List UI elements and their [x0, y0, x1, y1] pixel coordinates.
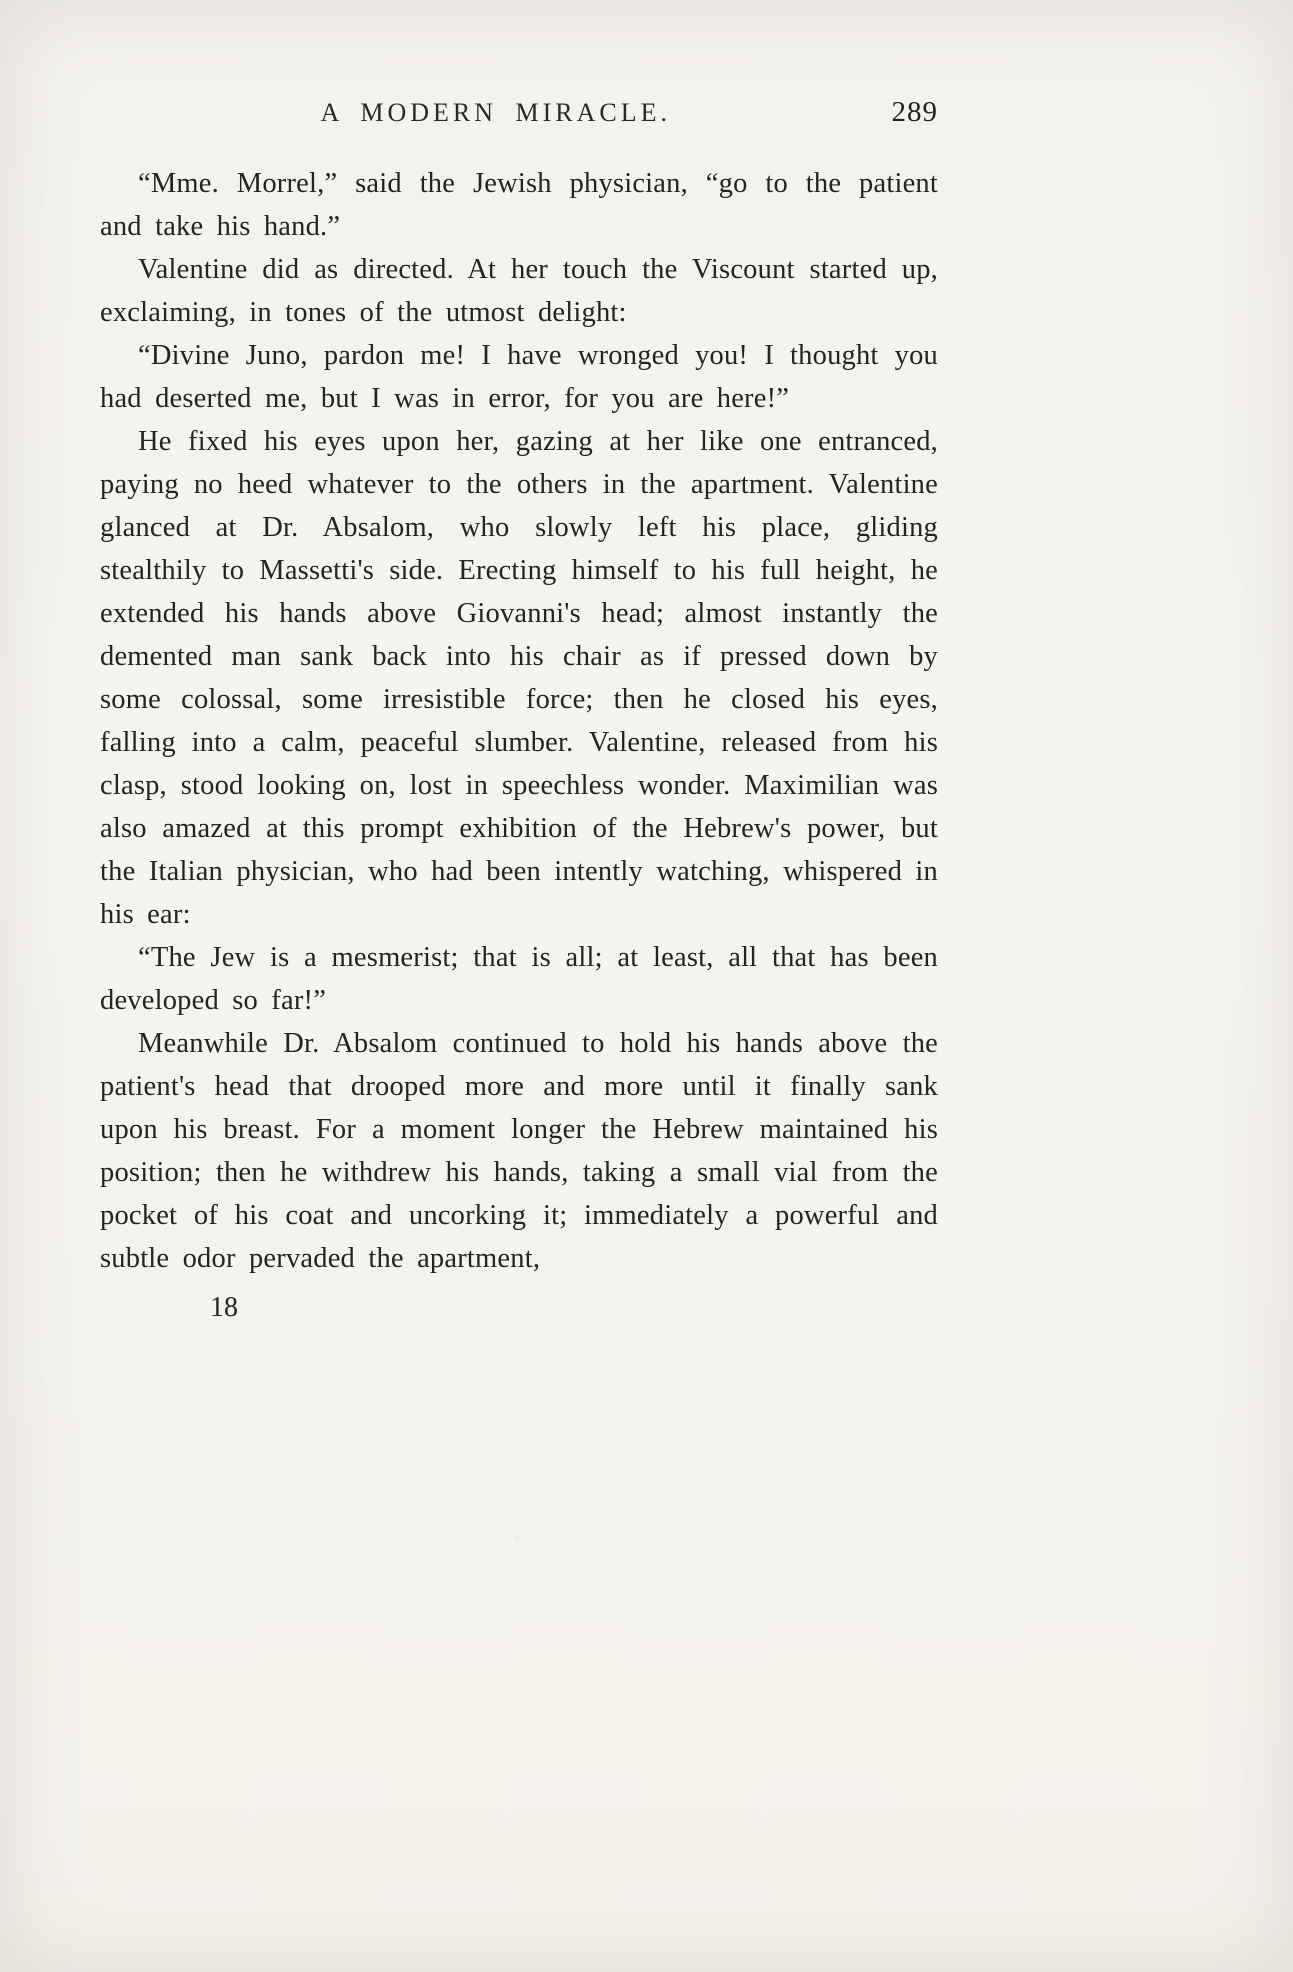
paragraph: He fixed his eyes upon her, gazing at her like one entranced, paying no heed whatever to the others in the apartment. Valentine glanced at Dr. Absalom, who slowly left his place, gliding stealthily to Massetti's side. Erecting himself to his full height, he extended his hands above Giovanni's head; almost instantly the demented man sank back into his chair as if pressed down by some colossal, some irresistible force; then he closed his eyes, falling into a calm, peaceful slumber. Valentine, released from his clasp, stood looking on, lost in speechless wonder. Maximilian was also amazed at this prompt exhibition of the Hebrew's power, but the Italian physician, who had been intently watching, whispered in his ear: [100, 426, 938, 930]
body-text [100, 162, 938, 1329]
paragraph: Meanwhile Dr. Absalom continued to hold his hands above the patient's head that drooped more and more until it finally sank upon his breast. For a moment longer the Hebrew maintained his position; then he withdrew his hands, taking a small vial from the pocket of his coat and uncorking it; immediately a powerful and subtle odor pervaded the apartment, [100, 1028, 938, 1274]
running-title: A MODERN MIRACLE. [320, 98, 671, 127]
paragraph: Valentine did as directed. At her touch the Viscount started up, exclaiming, in tones of the utmost delight: [100, 254, 938, 328]
page-number: 289 [891, 96, 938, 128]
paragraph: “The Jew is a mesmerist; that is all; at least, all that has been developed so far!” [100, 942, 938, 1016]
page-header [100, 96, 938, 129]
paragraph: “Mme. Morrel,” said the Jewish physician, “go to the patient and take his hand.” [100, 168, 938, 242]
signature-mark: 18 [210, 1292, 238, 1323]
paragraph: “Divine Juno, pardon me! I have wronged you! I thought you had deserted me, but I was in error, for you are here!” [100, 340, 938, 414]
